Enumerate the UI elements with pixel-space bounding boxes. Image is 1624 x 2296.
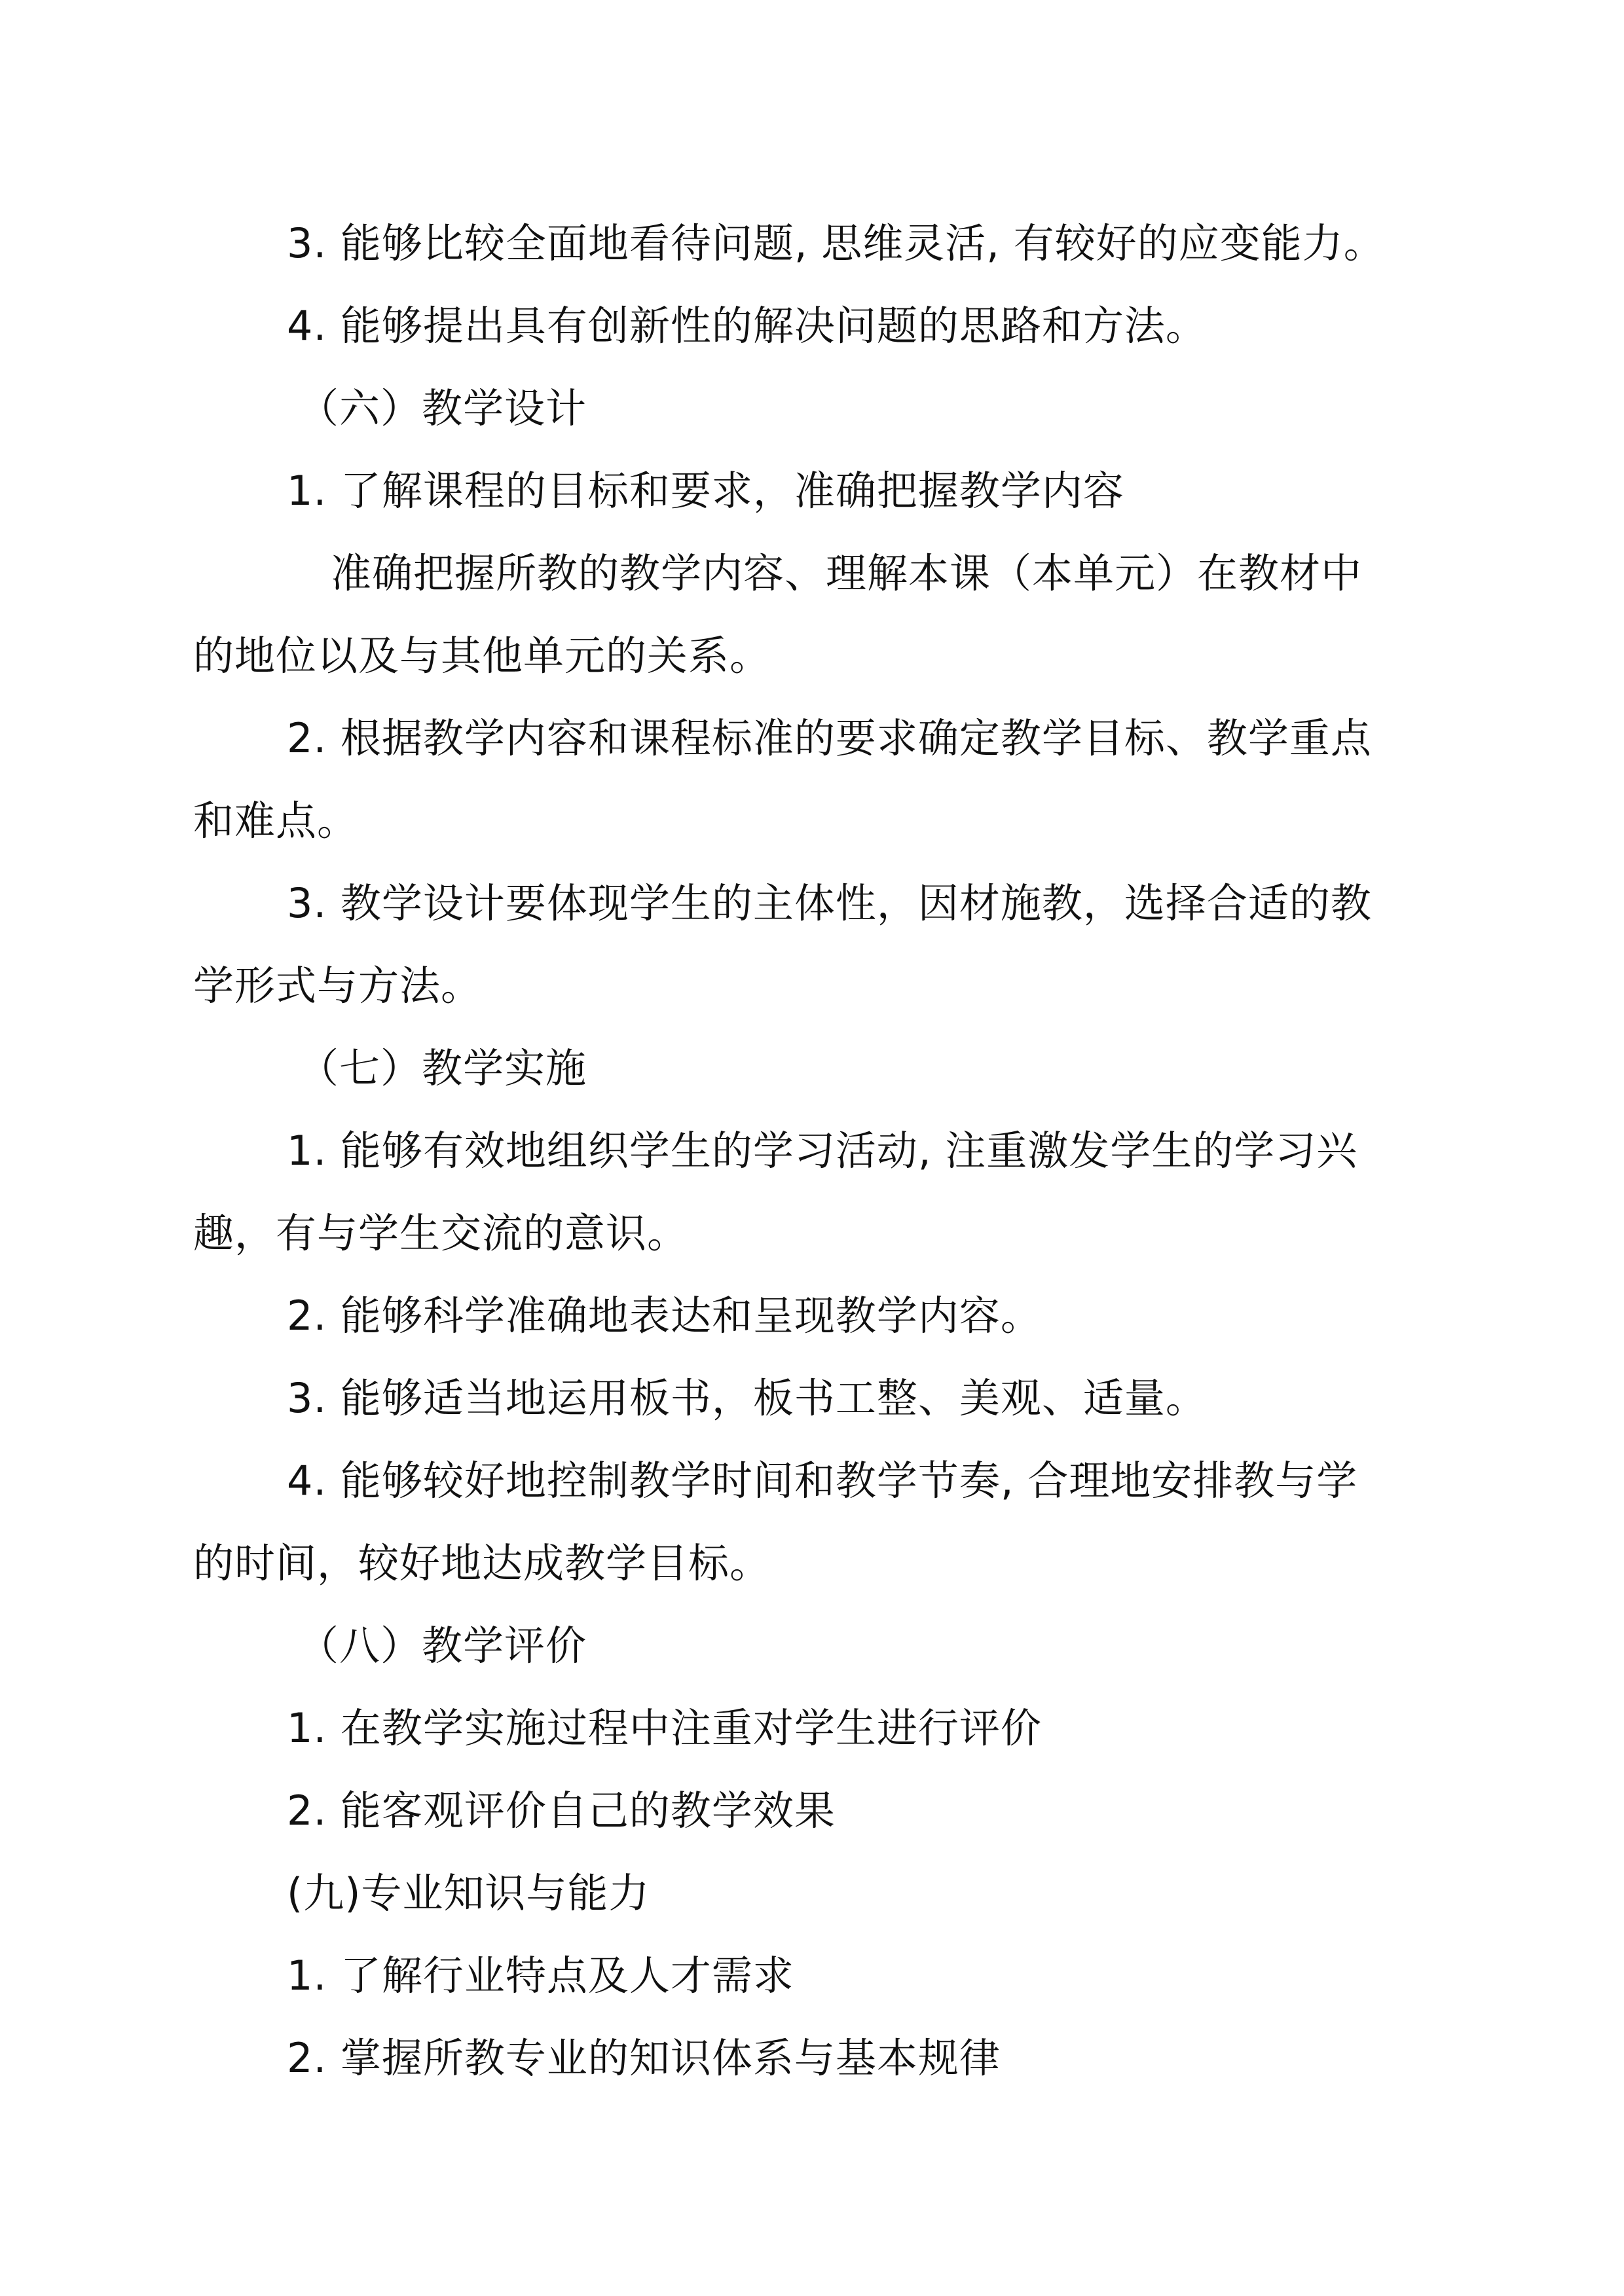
text-line: 2. 掌握所教专业的知识体系与基本规律 [287, 2034, 1001, 2082]
text-line: 4. 能够较好地控制教学时间和教学节奏, 合理地安排教与学 [287, 1457, 1358, 1504]
section-heading: （八）教学评价 [298, 1622, 587, 1669]
section-heading: （六）教学设计 [298, 384, 587, 432]
text-line: 1. 在教学实施过程中注重对学生进行评价 [287, 1704, 1042, 1752]
text-line: 和难点。 [193, 797, 359, 845]
text-line: 2. 能客观评价自己的教学效果 [287, 1787, 836, 1834]
text-line: 学形式与方法。 [193, 962, 483, 1010]
text-line: 4. 能够提出具有创新性的解决问题的思路和方法。 [287, 302, 1207, 350]
text-line: 1. 了解行业特点及人才需求 [287, 1952, 794, 1999]
text-line: 1. 了解课程的目标和要求，准确把握教学内容 [287, 467, 1124, 515]
text-line: 3. 能够比较全面地看待问题, 思维灵活, 有较好的应变能力。 [287, 219, 1385, 267]
text-line: 的地位以及与其他单元的关系。 [193, 632, 771, 680]
section-heading: （七）教学实施 [298, 1044, 587, 1092]
text-line: 2. 能够科学准确地表达和呈现教学内容。 [287, 1292, 1042, 1339]
text-line: 1. 能够有效地组织学生的学习活动, 注重激发学生的学习兴 [287, 1127, 1358, 1175]
text-line: 趣，有与学生交流的意识。 [193, 1209, 689, 1257]
text-line: 2. 根据教学内容和课程标准的要求确定教学目标、教学重点 [287, 714, 1372, 762]
section-heading: (九)专业知识与能力 [287, 1869, 650, 1917]
text-line: 3. 能够适当地运用板书，板书工整、美观、适量。 [287, 1374, 1207, 1422]
text-line: 3. 教学设计要体现学生的主体性，因材施教，选择合适的教 [287, 879, 1372, 927]
text-line: 的时间，较好地达成教学目标。 [193, 1539, 771, 1587]
text-line: 准确把握所教的教学内容、理解本课（本单元）在教材中 [331, 549, 1363, 597]
